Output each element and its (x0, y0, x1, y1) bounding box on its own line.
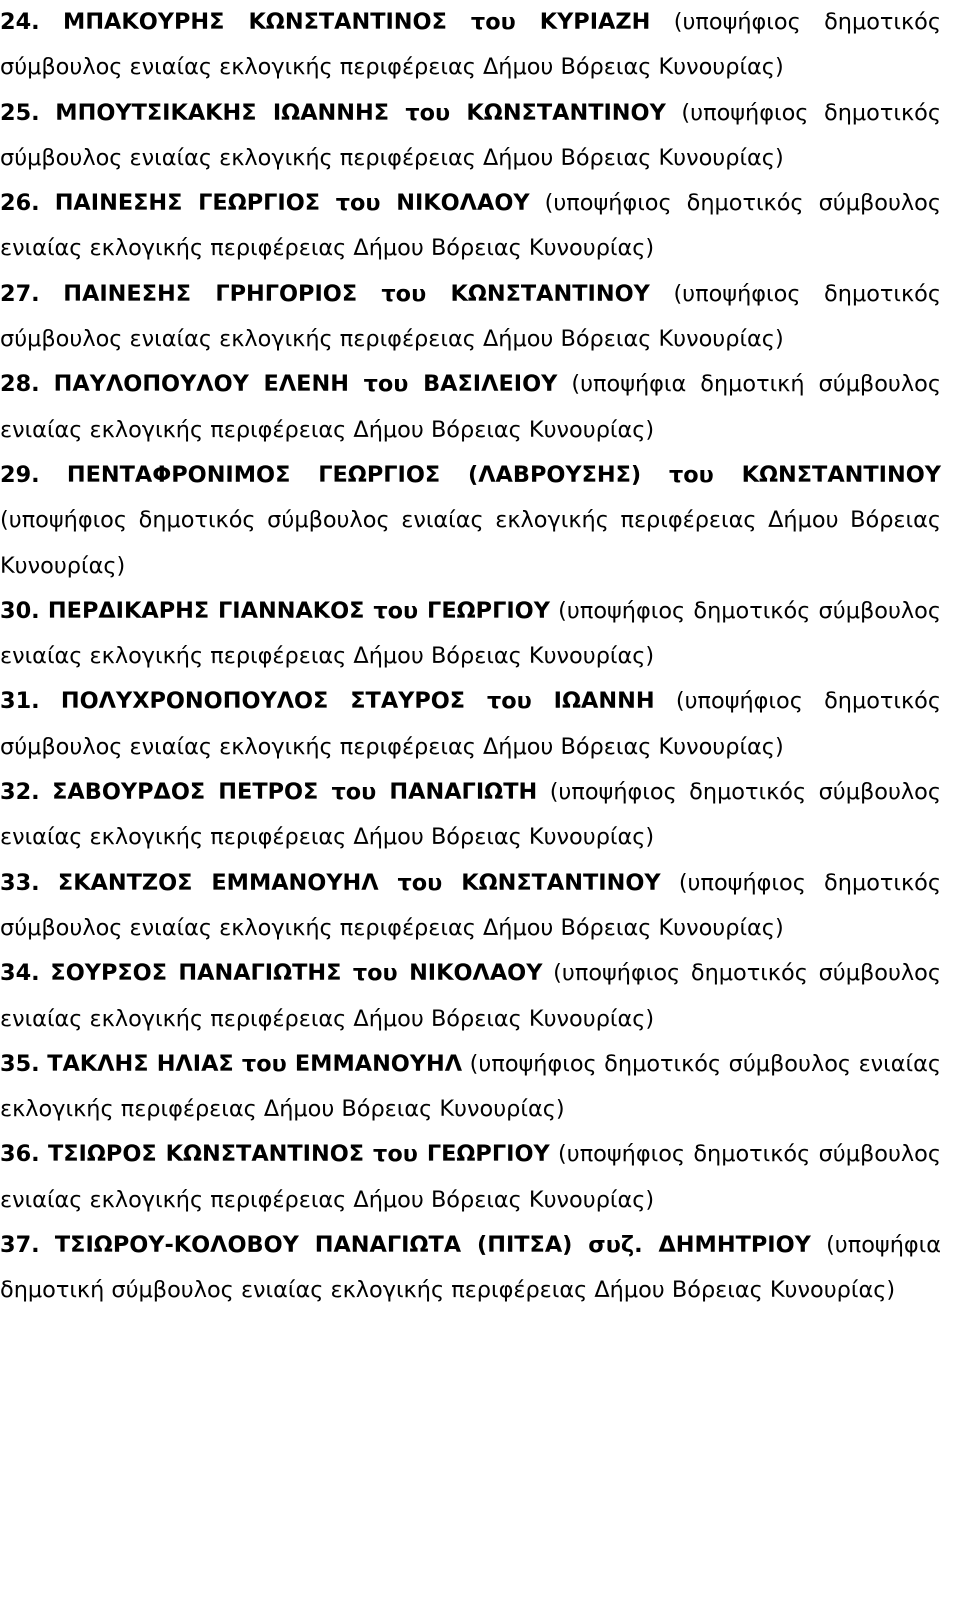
entry-number: 33. (0, 869, 40, 896)
candidate-description: (υποψήφιος δημοτικός σύμβουλος ενιαίας εκλογικής περιφέρειας Δήμου Βόρειας Κυνουρίας) (0, 1141, 942, 1213)
candidate-description: (υποψήφιος δημοτικός σύμβουλος ενιαίας εκλογικής περιφέρειας Δήμου Βόρειας Κυνουρίας) (0, 869, 941, 941)
entry-number: 35. (0, 1050, 40, 1077)
list-item (0, 453, 941, 589)
candidate-name: ΣΑΒΟΥΡΔΟΣ ΠΕΤΡΟΣ του ΠΑΝΑΓΙΩΤΗ (52, 779, 538, 806)
candidate-description: (υποψήφιος δημοτικός σύμβουλος ενιαίας εκλογικής περιφέρειας Δήμου Βόρειας Κυνουρίας) (0, 190, 941, 262)
list-item (0, 272, 941, 363)
candidate-name: ΠΑΙΝΕΣΗΣ ΓΡΗΓΟΡΙΟΣ του ΚΩΝΣΤΑΝΤΙΝΟΥ (63, 280, 650, 307)
entry-number: 25. (0, 99, 40, 126)
list-item (0, 770, 941, 861)
candidate-name: ΠΑΥΛΟΠΟΥΛΟΥ ΕΛΕΝΗ του ΒΑΣΙΛΕΙΟΥ (53, 371, 558, 398)
candidate-name: ΠΕΡΔΙΚΑΡΗΣ ΓΙΑΝΝΑΚΟΣ του ΓΕΩΡΓΙΟΥ (47, 597, 550, 624)
list-item (0, 1132, 941, 1223)
entry-number: 26. (0, 190, 40, 217)
candidate-name: ΜΠΟΥΤΣΙΚΑΚΗΣ ΙΩΑΝΝΗΣ του ΚΩΝΣΤΑΝΤΙΝΟΥ (55, 99, 666, 126)
candidate-description: (υποψήφιος δημοτικός σύμβουλος ενιαίας εκλογικής περιφέρειας Δήμου Βόρειας Κυνουρίας) (0, 9, 941, 81)
candidate-name: ΣΚΑΝΤΖΟΣ ΕΜΜΑΝΟΥΗΛ του ΚΩΝΣΤΑΝΤΙΝΟΥ (57, 869, 661, 896)
entry-number: 31. (0, 688, 40, 715)
list-item (0, 1042, 941, 1133)
candidate-description: (υποψήφιος δημοτικός σύμβουλος ενιαίας εκλογικής περιφέρειας Δήμου Βόρειας Κυνουρίας) (0, 1050, 941, 1123)
candidate-description: (υποψήφιος δημοτικός σύμβουλος ενιαίας εκλογικής περιφέρειας Δήμου Βόρειας Κυνουρίας) (0, 779, 941, 851)
list-item (0, 679, 941, 770)
entry-number: 24. (0, 9, 40, 35)
list-item (0, 0, 941, 91)
entry-number: 29. (0, 461, 40, 488)
candidate-name: ΤΣΙΩΡΟΣ ΚΩΝΣΤΑΝΤΙΝΟΣ του ΓΕΩΡΓΙΟΥ (47, 1141, 550, 1168)
candidate-description: (υποψήφια δημοτική σύμβουλος ενιαίας εκλογικής περιφέρειας Δήμου Βόρειας Κυνουρίας) (0, 1232, 942, 1304)
candidate-name: ΣΟΥΡΣΟΣ ΠΑΝΑΓΙΩΤΗΣ του ΝΙΚΟΛΑΟΥ (50, 960, 543, 987)
list-item (0, 91, 941, 182)
candidate-name: ΠΑΙΝΕΣΗΣ ΓΕΩΡΓΙΟΣ του ΝΙΚΟΛΑΟΥ (54, 190, 530, 217)
list-item (0, 951, 941, 1042)
entry-number: 27. (0, 280, 40, 307)
candidate-description: (υποψήφιος δημοτικός σύμβουλος ενιαίας εκλογικής περιφέρειας Δήμου Βόρειας Κυνουρίας) (0, 597, 941, 670)
list-item (0, 589, 941, 680)
entry-number: 34. (0, 960, 40, 987)
candidate-name: ΤΑΚΛΗΣ ΗΛΙΑΣ του ΕΜΜΑΝΟΥΗΛ (47, 1050, 463, 1077)
entry-number: 36. (0, 1141, 40, 1168)
candidate-name: ΜΠΑΚΟΥΡΗΣ ΚΩΝΣΤΑΝΤΙΝΟΣ του ΚΥΡΙΑΖΗ (63, 9, 651, 35)
entry-number: 28. (0, 371, 40, 398)
entry-number: 30. (0, 597, 40, 624)
list-item (0, 362, 941, 453)
entry-number: 32. (0, 779, 40, 806)
candidate-description: (υποψήφιος δημοτικός σύμβουλος ενιαίας εκλογικής περιφέρειας Δήμου Βόρειας Κυνουρίας) (0, 507, 941, 579)
entry-number: 37. (0, 1232, 40, 1259)
candidate-description: (υποψήφια δημοτική σύμβουλος ενιαίας εκλογικής περιφέρειας Δήμου Βόρειας Κυνουρίας) (0, 371, 941, 443)
candidate-description: (υποψήφιος δημοτικός σύμβουλος ενιαίας εκλογικής περιφέρειας Δήμου Βόρειας Κυνουρίας) (0, 280, 941, 353)
list-item (0, 181, 941, 272)
list-item (0, 861, 941, 952)
candidate-name: ΤΣΙΩΡΟΥ-ΚΟΛΟΒΟΥ ΠΑΝΑΓΙΩΤΑ (ΠΙΤΣΑ) συζ. ΔΗΜΗΤΡΙΟΥ (54, 1232, 811, 1259)
candidate-description: (υποψήφιος δημοτικός σύμβουλος ενιαίας εκλογικής περιφέρειας Δήμου Βόρειας Κυνουρίας) (0, 960, 941, 1032)
candidate-description: (υποψήφιος δημοτικός σύμβουλος ενιαίας εκλογικής περιφέρειας Δήμου Βόρειας Κυνουρίας) (0, 688, 941, 760)
list-item (0, 1223, 941, 1314)
candidate-description: (υποψήφιος δημοτικός σύμβουλος ενιαίας εκλογικής περιφέρειας Δήμου Βόρειας Κυνουρίας) (0, 99, 941, 171)
candidate-name: ΠΕΝΤΑΦΡΟΝΙΜΟΣ ΓΕΩΡΓΙΟΣ (ΛΑΒΡΟΥΣΗΣ) του ΚΩΝΣΤΑΝΤΙΝΟΥ (66, 461, 941, 488)
candidate-name: ΠΟΛΥΧΡΟΝΟΠΟΥΛΟΣ ΣΤΑΥΡΟΣ του ΙΩΑΝΝΗ (60, 688, 655, 715)
